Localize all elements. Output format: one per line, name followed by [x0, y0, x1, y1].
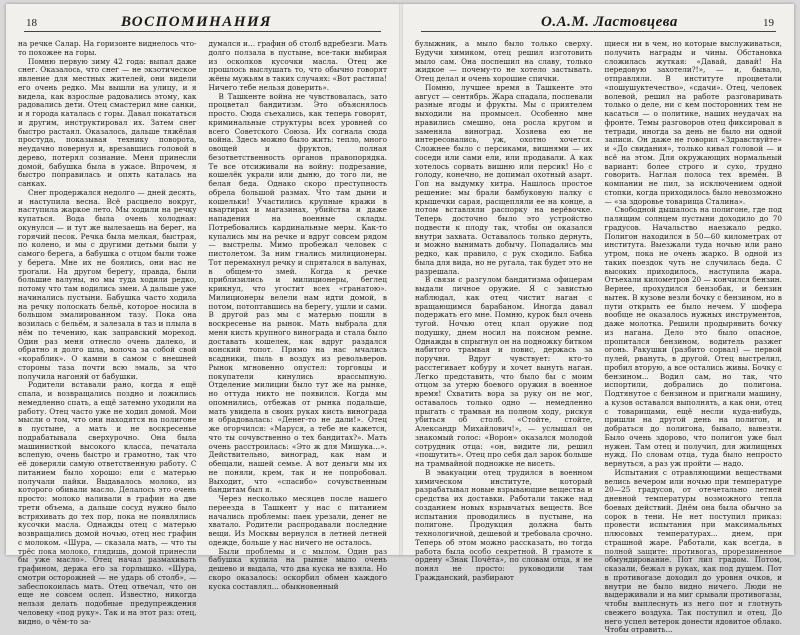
- paragraph: Были проблемы и с мылом. Один раз бабушка купила на рынке мыло очень дешево и выдала, что два куска не взяла. Но скоро оказалось: оскорбил обмен каждого куска составлял… обыкновенный: [208, 546, 387, 591]
- paragraph: Через несколько месяцев после нашего переезда в Ташкент у нас с питанием начались проблемы: паек урезали, денег не хватало. Родители распродавали последние вещи. Из Москвы вернулся в летней летней одежде, больше у нас ничего не осталось.: [208, 494, 387, 547]
- paragraph: В Ташкенте война не чувствовалась, зато процветал бандитизм. Это объяснялось просто. Сюда съехались, как теперь говорят, криминальные структуры всех уровней со всего Советского Союза. Их согнала сюда война. Здесь можно было жить: тепло, много овощей и фруктов, полная безответственность органов правопорядка. Те все отсиживали на войну: подрезание, кошелёк украли или дыню, до того ли, не белая беда. Однако скоро преступность обрела большой размах. Что там дыни и кошельки! Участились крупные кражи в квартирах и магазинах, убийства и даже нападения на военные склады. Потребовались кардинальные меры. Как-то купались мы на речке и вдруг совсем рядом — выстрелы. Мимо пробежал человек с пистолетом. За ним гнались милиционеры. Тот перемахнул речку и спрятался в валунах, в общем-то змей. Когда к речке приблизились и милиционеры, беглец крикнул, что угостит всех «гранатою». Милиционеры велели нам идти домой, в потом, потоптавшись на берегу, ушли и сами. В другой раз мы с матерью пошли в воскресенье на рынок. Мать выбрала для меня кисть крупного винограда и стала было доставать кошелек, как вдруг раздался конский топот. Прямо на нас мчались всадники, пыль в воздух из револьверов. Рынок мгновенно опустел: торговцы и покупатели кинулись врассыпную. Отделение милиции было тут же на рынке, но оттуда никто не появился. Когда мы опомнились, отбежав от рынка подальше, мать увидела в своих руках кисть винограда и обрадовалась: «Денег-то не дали!». Отец же огорчился: «Маруся, а тебе не кажется, что ты сочувственно о тех бандитах?». Мать очень расстроилась: «Это ж для Мишука…». Действительно, виноград, как нам и обещали, нашей семье. А вот деньги мы их не поняли, крем, так и не попробовал. Выходит, что «спасибо» сочувственным бандитам был я.: [208, 91, 387, 495]
- paragraph: Испытания с отравляющими веществами велись вечером или ночью при температуре 20—25 градусов, от отечетально летней дневной температуры возможного тепла боевых действий. Днём она была обычно за сорок в тени. Не нет поступил приказ: провести испытания при максимальных плюсовых температурах... днем, при страшной жаре. Работали, как всегда, в полной защите: противогаз, прорезиненное обмундирование. Пот лил градом. Потом, сказали, бежал в руках, как под душем. Пот в противогазе доходил до уровня очков, и внутри не было видно ничего. Люди не выдерживали и на миг срывали противогазы, чтобы выплеснуть из него пот и глотнуть свежего воздуха. Так поступил и отец. До него успел ветерок донести ядовитое облако. Чтобы отравить...: [604, 467, 782, 635]
- paragraph: думался и… графин об столб вдребезги. Мать долго ползала в пустыне, все-таки выбирая из осколков кусочки масла. Отец же прошлось выслушать то, что обычно говорят жёны мужьям в таких случаях: «Вот растяпа! Ничего тебе нельзя доверить».: [208, 39, 387, 92]
- paragraph: Снег продержался недолго — дней десять, и наступила весна. Всё расцвело вокруг, наступила жаркое лето. Мы ходили на речку купаться. Вода была очень холодная: окунулся — и тут же вылезаешь на берег, на горячий песок. Речка была мелкая, быстрая, по колено, и мы с другими детьми были у самого берега, а бабушка с отцом были тоже у берега. Мне их не боялись, они нас не трогали. На другом берегу, правда, были большие валуны, но мы туда ходили редко, потому что там водились змеи. А дальше уже начинались пустыни. Бабушка часто ходила на речку полоскать бельё, которое носила в большом эмалированном тазу. Пока она возилась с бельём, я залезала в таз и плыла в нём по течению, как заправский мореход. Один раз меня отнесло очень далеко, и обратно я долго шла, волоча за собой свой «кораблик». О камни в самом с внешней стороны таза почти всю эмаль, за что получила нагоняй от бабушки.: [18, 187, 197, 381]
- left-column-1: [18, 39, 197, 626]
- right-running-head: О.А.М. Ластовцева: [541, 14, 678, 30]
- right-page-number: 19: [763, 17, 774, 29]
- paragraph: Помню первую зиму 42 года: выпал даже снег. Оказалось, что снег — не экзотическое явление для местных жителей, они видели его очень редко. Мы вышли на улицу, и я видела, как взрослые радовались этому, как радовались дети. Отец смастерил мне санки, и я города каталась с горы. Давал покататься и другим, инструктировал их. Затем снег быстро растаял. Оказалось, дальше тяжёлая простуда, показывая технику поворота, неудачно повернул и, врезавшись головой в дерево, потерял сознание. Меня принесли домой, бабушка была в ужасе. Впрочем, я быстро поправилась и опять каталась на санках.: [18, 56, 197, 188]
- left-page: [6, 4, 399, 626]
- paragraph: Помню, лучшее время в Ташкенте это август — сентябрь. Жара спадала, поспевали разные ягоды и фрукты. Мы с приятелем выходили на промысел. Особенно мне нравились смешно, она росла кругом и заменяла виноград. Хозяева ею не интересовались, уж, охотно хочется. Сложнее было с персиками, вишнями — их соседи или сами ели, или продавали. А как хотелось сорвать вишню или персик! Но с голоду, конечно, не допимал охотный азарт. Гоп на выдумку хитра. Нашлось простое решение: мы брали бамбуковую палку с крышечки сарая, расщепляли ее на конце, а потом вставляли распорку на верёвочке. Теперь досточно было это устройство подвести к плоду так, чтобы он оказался внутри захвата. Оставалось только дернуть, и можно вынимать добычу. Попадались мы редко, как правило, с рук сходило. Бабка была для вида, но не ругала, так будет это не разрешала.: [415, 82, 593, 276]
- paragraph: В эвакуации отец трудился в военном химическом институте, который разрабатывал новые взрывающие вещества и средства их доставки. Работали также над созданием новых взрывчатых веществ. Все испытания проводились в пустыне, на полигоне. Продукция должна быть технологичной, дешевой и требовала срочно. Теперь об этом можно рассказать, но тогда работа была особо секретной. В грамоте к ордену «Знак Почёта», по словам отца, я не понял не просто: руководили там Гражданский, разбирают: [415, 467, 593, 582]
- left-page-header: [6, 12, 399, 34]
- right-page: [403, 4, 794, 635]
- right-column-1: [415, 39, 593, 582]
- left-column-2: [208, 39, 388, 591]
- right-page-columns: [415, 39, 782, 635]
- book-spread: [6, 4, 794, 635]
- paragraph: булыжник, а мыло было только сверху. Будучи химиком, отец решил изготовить мыло сам. Она поспешил на славу, только жидкое — почему-то не хотело застывать. Отец делал и очень хорошие спички.: [415, 39, 593, 83]
- paragraph: В связи с разгулом бандитизма офицерам выдали личное оружие. Я с завистью наблюдал, как отец чистит наган с вращающимся барабаном. Иногда давал подержать его мне. Помню, курок был очень тугой. Ночью отец клал оружие под подушку, днем носил на поясном ремне. Однажды в спрыгнул он на подножку битком набитого трамвая и повис, держась за поручни. Вдруг чувствует: кто-то расстегивает кобуру и хочет вынуть наган. Легко представить, что было бы с моим отцом за утерю боевого оружия в военное время! Схватить вора за руку он не мог, оставалось только одно — немедленно прыгать с трамвая на полном ходу, рискуя убиться об столб. «Стойте, стойте, Александр Михайлович!», — услышал он знакомый голос: «Ворон» оказался молодой сотрудник отца: «он, видите ли, решил «пошутить». Отец про себя дал зарок больше на трамвайной подножке не висеть.: [415, 275, 593, 468]
- left-running-head: ВОСПОМИНАНИЯ: [121, 14, 272, 30]
- paragraph: щиеся ни в чем, но которые выслуживаться, получить награды и чины. Обстановка сложилась жуткая: «Давай, давай! На передовую захотели?!», — и, бывало, отправляли. В институте процветали «пошушуктечество», «сдачи». Отец, человек волевой, решил на работе разговаривать только о деле, ни с кем посторонних тем не касаться — о политике, наших неудачах на фронте. Темы разговоров отец фиксировал в тетради, иногда за день не было ни одной записи. Он даже не говорил «Здравствуйте» и «До свидания», только кивал головой — и всё на этом. Для окружающих нормальный вариант: более строго и сухо, трудно говорить. Наглая полоса тех времён. В компании не пил, за исключением одной стопки, когда приходилось было невозможно — «за здоровье товарища Сталина».: [604, 39, 782, 206]
- left-page-number: 18: [26, 17, 37, 29]
- paragraph: Родители вставали рано, когда я ещё спала, и возвращались поздно и ложились немедленно спать, а ещё затемно уходили на работу. Отец часто уже не ходил домой. Мои мысли о том, что они находятся на полигоне в пустыне, а мать и не воскресенье подрабатывала сверхурочно. Она была машинисткой высокого класса, печатала вслепую, очень быстро и грамотно, так что её доверяли самую ответственную работу. С питанием было хорошо: ели с матерью получали пайки. Выдавалось молоко, из которого обивали масло. Делалось это очень просто: молоко наливали в графин на две трети объема, а дальше сосуд нужно было встряхивать до тех пор, пока не появлялись кусочки масла. Однажды отец с матерью возвращались домой ночью, отец нес графин с молоком. «Шура, — сказала мать, — что ты трёс пока молоко, глядишь, домой принесли бы уже масло». Отец начал размахивать графином, держа его за горлышко. «Шура, смотри осторожней — не ударь об столб», — забеспокоилась мать. Отец отвечал, что он еще не совсем ослеп. Известно, никогда нельзя делать подобные предупреждения человеку «под руку». Так и на этот раз: отец, видно, о чём-то за-: [18, 380, 197, 626]
- right-header-rule: [421, 31, 776, 32]
- right-column-2: [604, 39, 783, 635]
- left-page-columns: [18, 39, 387, 626]
- left-header-rule: [24, 31, 381, 32]
- right-page-header: [403, 12, 794, 34]
- paragraph: Свободной дышалось на полигоне, где под палящим солнцем пустыни доходило до 70 градусов. Начальство наезжало редко. Полигон находился в 50—60 километрах от института. Выезжали туда ночью или рано утром, пока не очень жарко. В одной из таких поездок чуть не случилась беда. С высоких приходилось, наступила жара. Отъехали километров 20 — кончился бензин. Вернее, прохудился бензобак, и бензин вытек. В кузове везли бочку с бензином, но в пути открыть ее было нечем. У шофера вообще не оказалось нужных инструментов, даже молотка. Решили продырявить бочку из нагана. Дело это было опасное, пропитался бензином, водитель разжег огонь. Ракушки (разбито сорвал) — первой пулей, рвануть, в другой. Отец выстрелил, пробил вторую, а все остались живы. Бочку с бензином... Водил сам, но так, что испортили, добрались до полигона. Подтянутое с бензином и пригнали машину, а кузов оставался выполнять, а как они, отец с товарищами, ещё несли куда-нибудь, пришли на другой день на полигон, и добраться до полигона, бывало, вывезти. Было очень здорово, что полигон уже был нужен. Там отец и получил, для жилищных нужд. По словам отца, туда было непросто вернуться, а раз уж пройти — надо.: [604, 205, 782, 468]
- paragraph: на речке Салар. На горизонте виднелось что-то похожее на горы.: [18, 39, 197, 57]
